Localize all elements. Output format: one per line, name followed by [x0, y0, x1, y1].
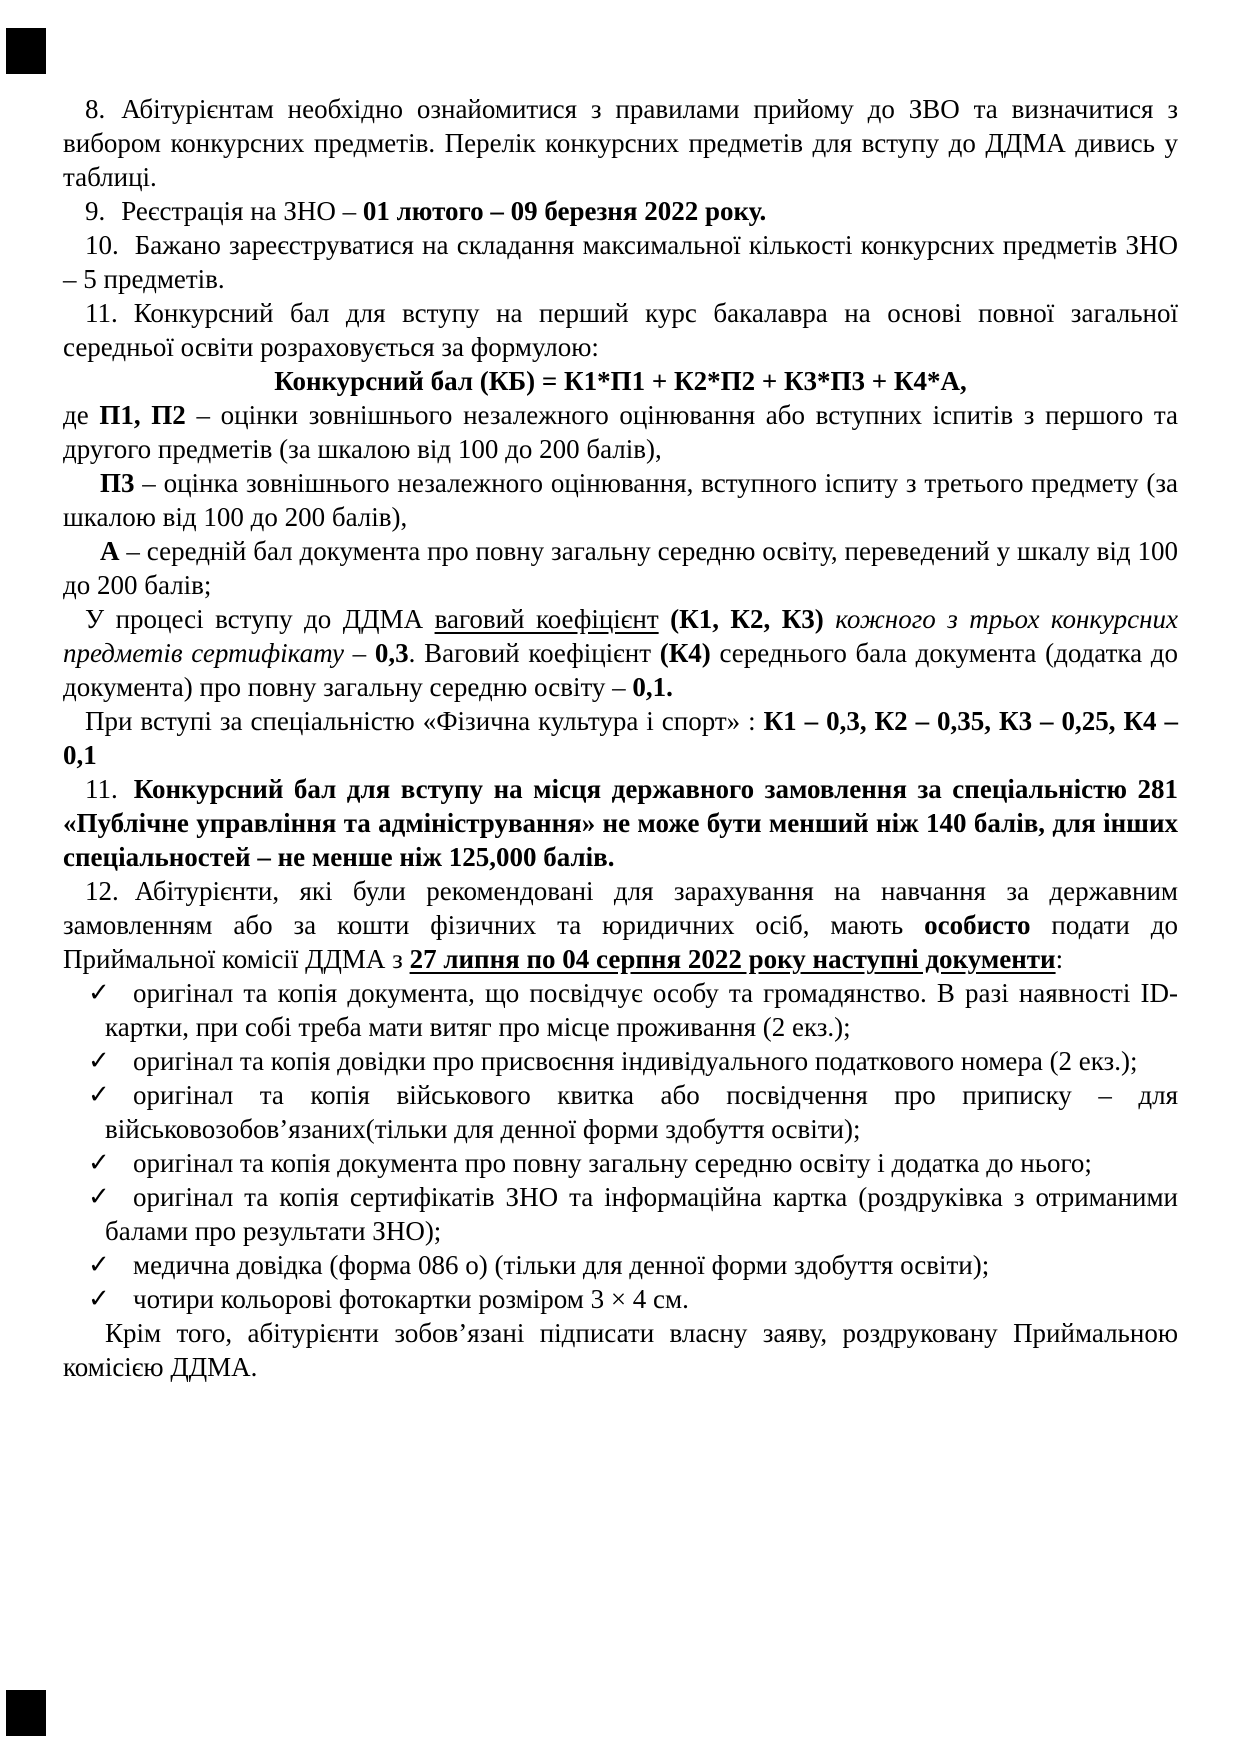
paragraph-p3-definition: [63, 466, 1178, 534]
paragraph-text: Крім того, абітурієнти зобов’язані підписати власну заяву, роздруковану Приймальною комісією ДДМА.: [63, 1318, 1178, 1382]
checklist-item-identity-document: [63, 976, 1178, 1044]
italic-subjects-note: кожного з трьох конкурсних предметів сертифікату: [63, 604, 1179, 668]
item-number: 9.: [85, 196, 106, 226]
paragraph-text: – оцінка зовнішнього незалежного оцінювання, вступного іспиту з третього предмету (за шкалою від 100 до 200 балів),: [63, 468, 1178, 532]
paragraph-text: Реєстрація на ЗНО –: [121, 196, 363, 226]
paragraph-text: У процесі вступу до ДДМА: [85, 604, 435, 634]
checklist-item-medical-certificate: [63, 1248, 1178, 1282]
paragraph-item-12: [63, 874, 1178, 976]
paragraph-text: середнього бала документа (додатка до документа) про повну загальну середню освіту –: [63, 638, 1179, 702]
term-k4: (К4): [659, 638, 711, 668]
item-number: 11.: [85, 774, 118, 804]
checklist-item-tax-number: [63, 1044, 1178, 1078]
paragraph-text: – оцінки зовнішнього незалежного оцінювання або вступних іспитів з першого та другого предметів (за шкалою від 100 до 200 балів),: [63, 400, 1178, 464]
paragraph-text: –: [343, 638, 375, 668]
underlined-weight-coefficient: ваговий коефіцієнт: [434, 604, 659, 634]
paragraph-text: При вступі за спеціальністю «Фізична культура і спорт» :: [85, 706, 764, 736]
checkmark-icon: ✓: [88, 978, 110, 1008]
paragraph-a-definition: [63, 534, 1178, 602]
paragraph-weight-coefficients: [63, 602, 1178, 704]
paragraph-text: [659, 604, 670, 634]
sport-coefficients: К1 – 0,3, К2 – 0,35, К3 – 0,25, К4 – 0,1: [63, 706, 1179, 770]
checklist-text: оригінал та копія документа про повну загальну середню освіту і додатка до нього;: [133, 1148, 1092, 1178]
checkmark-icon: ✓: [88, 1182, 110, 1212]
bold-personally: особисто: [924, 910, 1031, 940]
paragraph-text: [824, 604, 835, 634]
paragraph-sport-specialty: [63, 704, 1178, 772]
checkmark-icon: ✓: [88, 1284, 110, 1314]
checkmark-icon: ✓: [88, 1250, 110, 1280]
paragraph-text: :: [1055, 944, 1064, 974]
item-number: 11.: [85, 298, 118, 328]
paragraph-text: подати до Приймальної комісії ДДМА з: [63, 910, 1178, 974]
paragraph-text: Абітурієнтам необхідно ознайомитися з правилами прийому до ЗВО та визначитися з вибором конкурсних предметів. Перелік конкурсних предметів для вступу до ДДМА дивись у таблиці.: [63, 94, 1178, 192]
checklist-text: оригінал та копія сертифікатів ЗНО та інформаційна картка (роздруківка з отриманими балами про результати ЗНО);: [105, 1182, 1178, 1246]
submission-period-dates: 27 липня по 04 серпня 2022 року наступні документи: [409, 944, 1056, 974]
checklist-item-education-document: [63, 1146, 1178, 1180]
checklist-item-military-id: [63, 1078, 1178, 1146]
item-number: 10.: [85, 230, 119, 260]
paragraph-minimum-score: [63, 772, 1178, 874]
checklist-item-photos: [63, 1282, 1178, 1316]
zno-registration-dates: 01 лютого – 09 березня 2022 року.: [362, 196, 767, 226]
checklist-text: медична довідка (форма 086 о) (тільки для денної форми здобуття освіти);: [133, 1250, 990, 1280]
paragraph-item-8: [63, 92, 1178, 194]
paragraph-closing: [63, 1316, 1178, 1384]
checkmark-icon: ✓: [88, 1148, 110, 1178]
scan-registration-mark-bottom-left: [6, 1690, 46, 1736]
term-p1-p2: П1, П2: [99, 400, 186, 430]
term-a: А: [100, 536, 120, 566]
checklist-text: оригінал та копія документа, що посвідчує особу та громадянство. В разі наявності ID-картки, при собі треба мати витяг про місце проживання (2 екз.);: [105, 978, 1178, 1042]
checklist-text: оригінал та копія довідки про присвоєння індивідуального податкового номера (2 екз.);: [133, 1046, 1138, 1076]
paragraph-text: Абітурієнти, які були рекомендовані для зарахування на навчання за державним замовленням або за кошти фізичних та юридичних осіб, мають: [63, 876, 1178, 940]
paragraph-item-10: [63, 228, 1178, 296]
competition-score-formula: [63, 364, 1178, 398]
paragraph-item-11: [63, 296, 1178, 364]
checklist-text: оригінал та копія військового квитка або посвідчення про приписку – для військовозобов’язаних(тільки для денної форми здобуття освіти);: [105, 1080, 1178, 1144]
checkmark-icon: ✓: [88, 1046, 110, 1076]
value-0-1: 0,1.: [632, 672, 673, 702]
term-p3: П3: [100, 468, 135, 498]
paragraph-p1-p2-definition: [63, 398, 1178, 466]
scan-registration-mark-top-left: [6, 28, 46, 74]
paragraph-text: – середній бал документа про повну загальну середню освіту, переведений у шкалу від 100 до 200 балів;: [63, 536, 1178, 600]
term-k1-k2-k3: (К1, К2, К3): [670, 604, 824, 634]
paragraph-item-9: [63, 194, 1178, 228]
checklist-item-zno-certificates: [63, 1180, 1178, 1248]
paragraph-text: де: [63, 400, 100, 430]
paragraph-text: Конкурсний бал для вступу на перший курс бакалавра на основі повної загальної середньої освіти розраховується за формулою:: [63, 298, 1178, 362]
checklist-text: чотири кольорові фотокартки розміром 3 × 4 см.: [133, 1284, 689, 1314]
minimum-score-text: Конкурсний бал для вступу на місця державного замовлення за спеціальністю 281 «Публічне управління та адміністрування» не може бути менший ніж 140 балів, для інших спеціальностей – не менше ніж 125,000 балів.: [63, 774, 1178, 872]
item-number: 8.: [85, 94, 106, 124]
paragraph-text: Бажано зареєструватися на складання максимальної кількості конкурсних предметів ЗНО – 5 предметів.: [63, 230, 1178, 294]
formula-text: Конкурсний бал (КБ) = К1*П1 + К2*П2 + К3*П3 + К4*А,: [274, 366, 967, 396]
value-0-3: 0,3: [374, 638, 409, 668]
checkmark-icon: ✓: [88, 1080, 110, 1110]
paragraph-text: . Ваговий коефіцієнт: [408, 638, 660, 668]
item-number: 12.: [85, 876, 119, 906]
